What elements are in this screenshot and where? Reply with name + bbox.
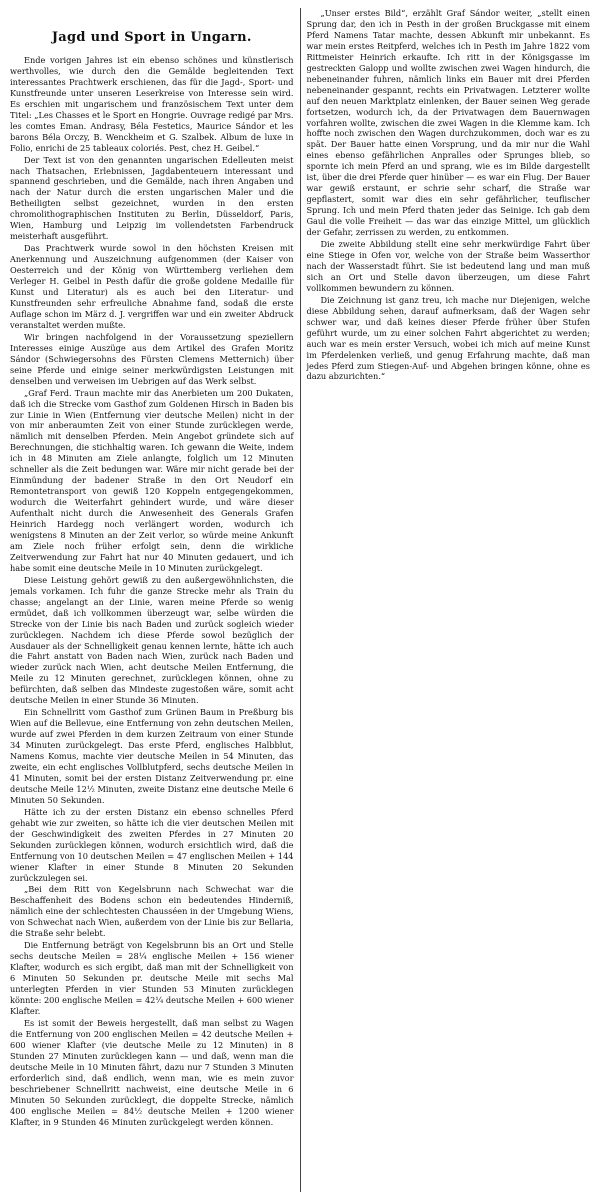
paragraph: Die zweite Abbildung stellt eine sehr merkwürdige Fahrt über eine Stiege in Ofen vor, welche von der Straße beim Wasserthor nach der Wasserstadt führt. Sie ist bedeutend lang und man muß sich an Ort und Stelle davon überzeugen, um diese Fahrt vollkommen bewundern zu können. [306, 239, 590, 293]
column-divider [300, 8, 301, 1192]
paragraph: Diese Leistung gehört gewiß zu den außergewöhnlichsten, die jemals vorkamen. Ich fuhr die ganze Strecke mehr als Train du chasse; angelangt an der Linie, waren meine Pferde so wenig ermüdet, daß ich vollkommen überzeugt war, selbe würden die Strecke von der Linie bis nach Baden und zurück sogleich wieder zurücklegen. Nachdem ich diese Pferde sowol bezüglich der Ausdauer als der Schnelligkeit genau kennen lernte, hätte ich auch die Fahrt anstatt von Baden nach Wien, zurück nach Baden und wieder zurück nach Wien, acht deutsche Meilen Entfernung, die Meile zu 12 Minuten gerechnet, zurücklegen können, ohne zu befürchten, daß selben das Mindeste zugestoßen wäre, somit acht deutsche Meilen in einer Stunde 36 Minuten. [10, 574, 294, 706]
paragraph: Die Zeichnung ist ganz treu, ich mache nur Diejenigen, welche diese Abbildung sehen, darauf aufmerksam, daß der Wagen sehr schwer war, und daß keines dieser Pferde früher über Stufen geführt wurde, um zu einer solchen Fahrt abgerichtet zu werden; auch war es mein erster Versuch, wobei ich mich auf meine Kunst im Pferdelenken verließ, und genug Erfahrung machte, daß man jedes Pferd zum Stiegen-Auf- und Abgehen bringen könne, ohne es dazu abzurichten.“ [306, 294, 590, 382]
article-title: Jagd und Sport in Ungarn. [51, 30, 252, 45]
paragraph: „Graf Ferd. Traun machte mir das Anerbieten um 200 Dukaten, daß ich die Strecke vom Gasthof zum Goldenen Hirsch in Baden bis zur Linie in Wien (Entfernung vier deutsche Meilen) nicht in der von mir anberaumten Zeit von einer Stunde zurücklegen werde, nämlich mit denselben Pferden. Mein Angebot gründete sich auf Berechnungen, die stichhaltig waren. Ich gewann die Weite, indem ich in 48 Minuten am Ziele anlangte, folglich um 12 Minuten schneller als die Zeit bedungen war. Wäre mir nicht gerade bei der Einmündung der badener Straße in den Ort Neudorf ein Remontetransport von gewiß 120 Koppeln entgegengekommen, wodurch die Weiterfahrt gehindert wurde, und wäre dieser Aufenthalt nicht durch die Anwesenheit des Generals Grafen Heinrich Hardegg noch verlängert worden, wodurch ich wenigstens 8 Minuten an der Zeit verlor, so würde meine Ankunft am Ziele noch früher erfolgt sein, denn die wirkliche Zeitverwendung zur Fahrt hat nur 40 Minuten gedauert, und ich habe somit eine deutsche Meile in 10 Minuten zurückgelegt. [10, 387, 294, 573]
left-column [10, 8, 294, 1192]
paragraph: Die Entfernung beträgt von Kegelsbrunn bis an Ort und Stelle sechs deutsche Meilen = 28¼ englische Meilen + 156 wiener Klafter, wodurch es sich ergibt, daß man mit der Schnelligkeit von 6 Minuten 50 Sekunden pr. deutsche Meile mit sechs Mal unterlegten Pferden in vier Stunden 53 Minuten zurücklegen könnte: 200 englische Meilen = 42¼ deutsche Meilen + 600 wiener Klafter. [10, 940, 294, 1016]
paragraph: Das Prachtwerk wurde sowol in den höchsten Kreisen mit Anerkennung und Auszeichnung aufgenommen (der Kaiser von Oesterreich und der König von Württemberg verliehen dem Verleger H. Geibel in Pesth dafür die große goldene Medaille für Kunst und Literatur) als es auch bei den Literatur- und Kunstfreunden sehr erfreuliche Abnahme fand, sodaß die erste Auflage schon im März d. J. vergriffen war und ein zweiter Abdruck veranstaltet werden mußte. [10, 243, 294, 330]
paragraph: Hätte ich zu der ersten Distanz ein ebenso schnelles Pferd gehabt wie zur zweiten, so hätte ich die vier deutschen Meilen mit der Geschwindigkeit des zweiten Pferdes in 27 Minuten 20 Sekunden zurücklegen können, wodurch ersichtlich wird, daß die Entfernung von 10 deutschen Meilen = 47 englischen Meilen + 144 wiener Klafter in einer Stunde 8 Minuten 20 Sekunden zurückzulegen sei. [10, 806, 294, 883]
right-column [306, 8, 590, 1192]
paragraph: Ein Schnellritt vom Gasthof zum Grünen Baum in Preßburg bis Wien auf die Bellevue, eine Entfernung von zehn deutschen Meilen, wurde auf zwei Pferden in dem kurzen Zeitraum von einer Stunde 34 Minuten zurückgelegt. Das erste Pferd, englisches Halbblut, Namens Komus, machte vier deutsche Meilen in 54 Minuten, das zweite, ein echt englisches Vollblutpferd, sechs deutsche Meilen in 41 Minuten, somit bei der ersten Distanz Zeitverwendung pr. eine deutsche Meile 12½ Minuten, zweite Distanz eine deutsche Meile 6 Minuten 50 Sekunden. [10, 707, 294, 805]
paragraph: Es ist somit der Beweis hergestellt, daß man selbst zu Wagen die Entfernung von 200 englischen Meilen = 42 deutsche Meilen + 600 wiener Klafter (vie deutsche Meile zu 12 Minuten) in 8 Stunden 27 Minuten zurücklegen kann — und daß, wenn man die deutsche Meile in 10 Minuten fährt, dazu nur 7 Stunden 3 Minuten erforderlich sind, daß endlich, wenn man, wie es mein zuvor beschriebener Schnellritt nachweist, eine deutsche Meile in 6 Minuten 50 Sekunden zurücklegt, die doppelte Strecke, nämlich 400 englische Meilen = 84½ deutsche Meilen + 1200 wiener Klafter, in 9 Stunden 46 Minuten zurückgelegt werden können. [10, 1017, 294, 1127]
paragraph: Der Text ist von den genannten ungarischen Edelleuten meist nach Thatsachen, Erlebnissen, Jagdabenteuern interessant und spannend geschrieben, und die Gemälde, nach ihren Angaben und nach der Natur durch die ersten ungarischen Maler und die Betheiligten selbst gezeichnet, wurden in den ersten chromolithographischen Instituten zu Berlin, Düsseldorf, Paris, Wien, Hamburg und Leipzig im vollendetsten Farbendruck meisterhaft ausgeführt. [10, 154, 294, 242]
paragraph: „Bei dem Ritt von Kegelsbrunn nach Schwechat war die Beschaffenheit des Bodens schon ein bedeutendes Hinderniß, nämlich eine der schlechtesten Chausséen in der Umgebung Wiens, von Schwechat nach Wien, außerdem von der Linie bis zur Bellaria, die Straße sehr belebt. [10, 884, 294, 939]
column-layout [10, 8, 590, 1192]
paragraph: Ende vorigen Jahres ist ein ebenso schönes und künstlerisch werthvolles, wie durch den die Gemälde begleitenden Text interessantes Prachtwerk erschienen, das für die Jagd-, Sport- und Kunstfreunde unter unseren Leserkreise von Interesse sein wird. Es erschien mit ungarischem und französischem Text unter dem Titel: „Les Chasses et le Sport en Hongrie. Ouvrage redigé par Mrs. les comtes Eman. Andrasy, Béla Festetics, Maurice Sándor et les barons Béla Orczy, B. Wenckheim et G. Szalbek. Album de luxe in Folio, enrichi de 25 tableaux coloriés. Pest, chez H. Geibel.“ [10, 55, 294, 153]
paragraph: Wir bringen nachfolgend in der Voraussetzung speziellern Interesses einige Auszüge aus dem Artikel des Grafen Moritz Sándor (Schwiegersohns des Fürsten Clemens Metternich) über seine Pferde und einige seiner merkwürdigsten Leistungen mit denselben und verweisen im Uebrigen auf das Werk selbst. [10, 331, 294, 386]
paragraph: „Unser erstes Bild“, erzählt Graf Sándor weiter, „stellt einen Sprung dar, den ich in Pesth in der großen Bruckgasse mit einem Pferd Namens Tatar machte, dessen Abkunft mir unbekannt. Es war mein erstes Reitpferd, welches ich in Pesth im Jahre 1822 vom Rittmeister Heinrich erkaufte. Ich ritt in der Königsgasse im gestreckten Galopp und wollte zwischen zwei Wagen hindurch, die nebeneinander fuhren, nämlich links ein Bauer mit drei Pferden nebeneinander gespannt, rechts ein Privatwagen. Letzterer wollte auf den neuen Marktplatz einlenken, der Bauer seinen Weg gerade fortsetzen, wodurch ich, da der Privatwagen dem Bauernwagen vorfahren wollte, zwischen die zwei Wagen in die Klemme kam. Ich hoffte noch zwischen den Wagen durchzukommen, doch war es zu spät. Der Bauer hatte einen Vorsprung, und da mir nur die Wahl eines ebenso gefährlichen Anpralles oder Sprunges blieb, so spornte ich mein Pferd an und sprang, wie es im Bilde dargestellt ist, über die drei Pferde quer hinüber — es war ein Flug. Der Bauer war gewiß erstaunt, er schrie sehr scharf, die Straße war gepflastert, somit war dies ein sehr gefährlicher, teuflischer Sprung. Ich und mein Pferd thaten jeder das Seinige. Ich gab dem Gaul die volle Freiheit — das war das einzige Mittel, um glücklich der Gefahr, zerrissen zu werden, zu entkommen. [306, 8, 590, 238]
